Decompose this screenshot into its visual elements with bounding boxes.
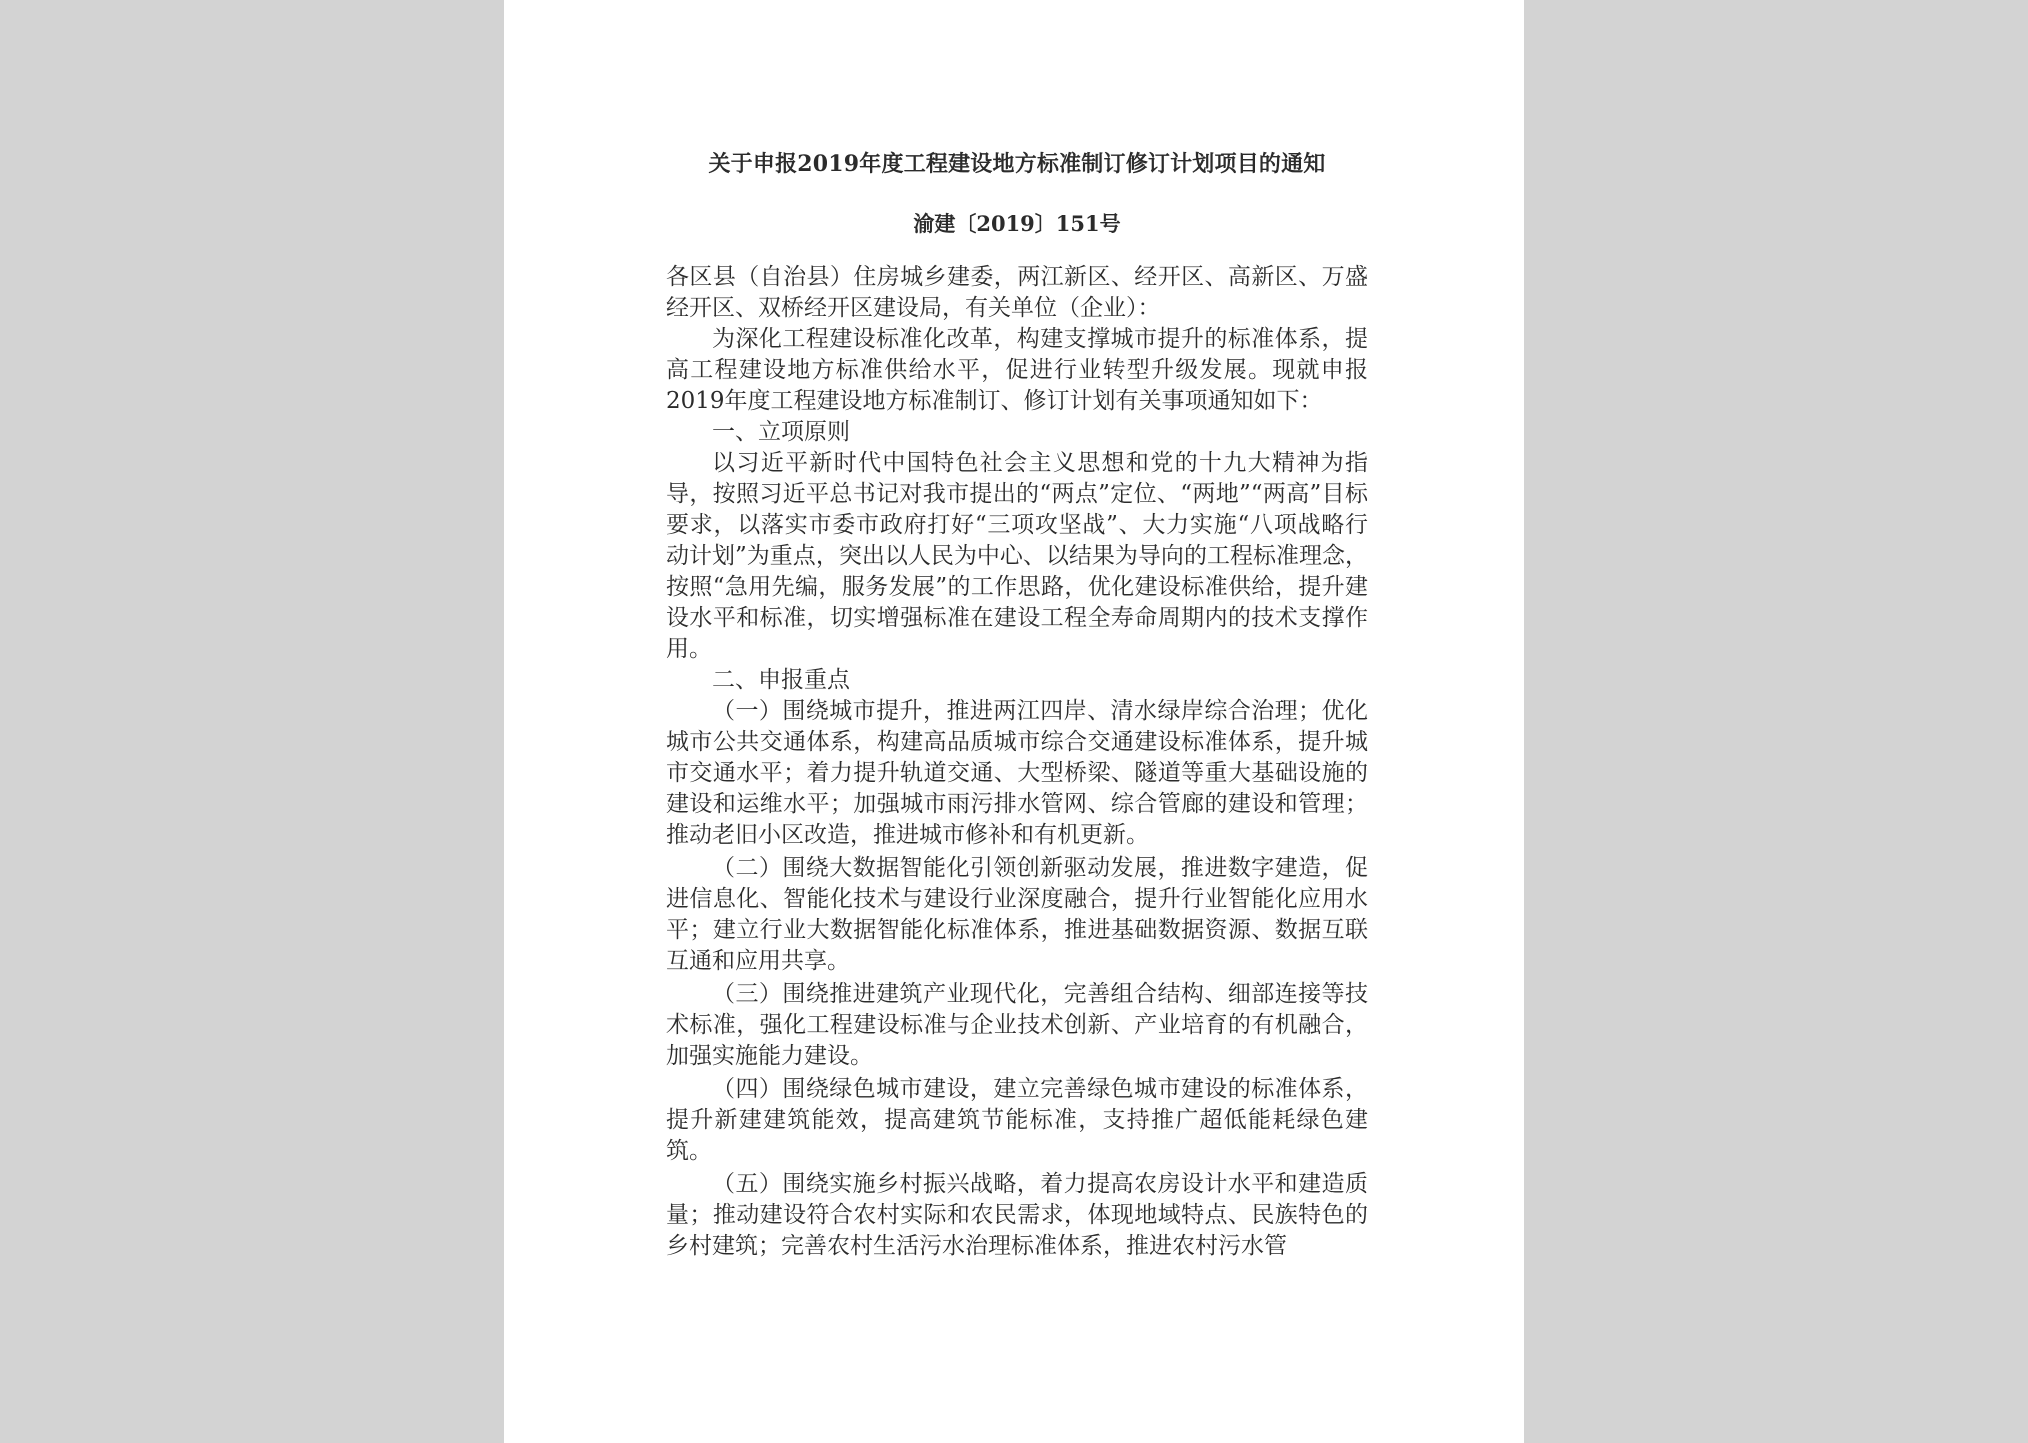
- document-number: 渝建〔2019〕151号: [913, 211, 1121, 236]
- key-point-3-paragraph: （三）围绕推进建筑产业现代化，完善组合结构、细部连接等技术标准，强化工程建设标准与企业技术创新、产业培育的有机融合，加强实施能力建设。: [666, 981, 1368, 1069]
- principles-paragraph: 以习近平新时代中国特色社会主义思想和党的十九大精神为指导，按照习近平总书记对我市提出的“两点”定位、“两地”“两高”目标要求，以落实市委市政府打好“三项攻坚战”、大力实施“八项战略行动计划”为重点，突出以人民为中心、以结果为导向的工程标准理念，按照“急用先编，服务发展”的工作思路，优化建设标准供给，提升建设水平和标准，切实增强标准在建设工程全寿命周期内的技术支撑作用。: [666, 450, 1368, 662]
- section-heading-key-points: 二、申报重点: [712, 667, 850, 693]
- document-page: [504, 0, 1524, 1443]
- key-point-1-paragraph: （一）围绕城市提升，推进两江四岸、清水绿岸综合治理；优化城市公共交通体系，构建高品质城市综合交通建设标准体系，提升城市交通水平；着力提升轨道交通、大型桥梁、隧道等重大基础设施的建设和运维水平；加强城市雨污排水管网、综合管廊的建设和管理；推动老旧小区改造，推进城市修补和有机更新。: [666, 698, 1368, 848]
- addressee-paragraph: 各区县（自治县）住房城乡建委，两江新区、经开区、高新区、万盛经开区、双桥经开区建设局，有关单位（企业）：: [666, 264, 1368, 321]
- key-point-2-paragraph: （二）围绕大数据智能化引领创新驱动发展，推进数字建造，促进信息化、智能化技术与建设行业深度融合，提升行业智能化应用水平；建立行业大数据智能化标准体系，推进基础数据资源、数据互联互通和应用共享。: [666, 855, 1368, 974]
- intro-paragraph: 为深化工程建设标准化改革，构建支撑城市提升的标准体系，提高工程建设地方标准供给水平，促进行业转型升级发展。现就申报2019年度工程建设地方标准制订、修订计划有关事项通知如下：: [666, 326, 1368, 414]
- key-point-5-paragraph: （五）围绕实施乡村振兴战略，着力提高农房设计水平和建造质量；推动建设符合农村实际和农民需求，体现地域特点、民族特色的乡村建筑；完善农村生活污水治理标准体系，推进农村污水管: [666, 1171, 1368, 1259]
- document-title: 关于申报2019年度工程建设地方标准制订修订计划项目的通知: [708, 151, 1326, 177]
- document-content: [666, 140, 1368, 1262]
- section-heading-principles: 一、立项原则: [712, 419, 850, 445]
- key-point-4-paragraph: （四）围绕绿色城市建设，建立完善绿色城市建设的标准体系，提升新建建筑能效，提高建筑节能标准，支持推广超低能耗绿色建筑。: [666, 1076, 1368, 1164]
